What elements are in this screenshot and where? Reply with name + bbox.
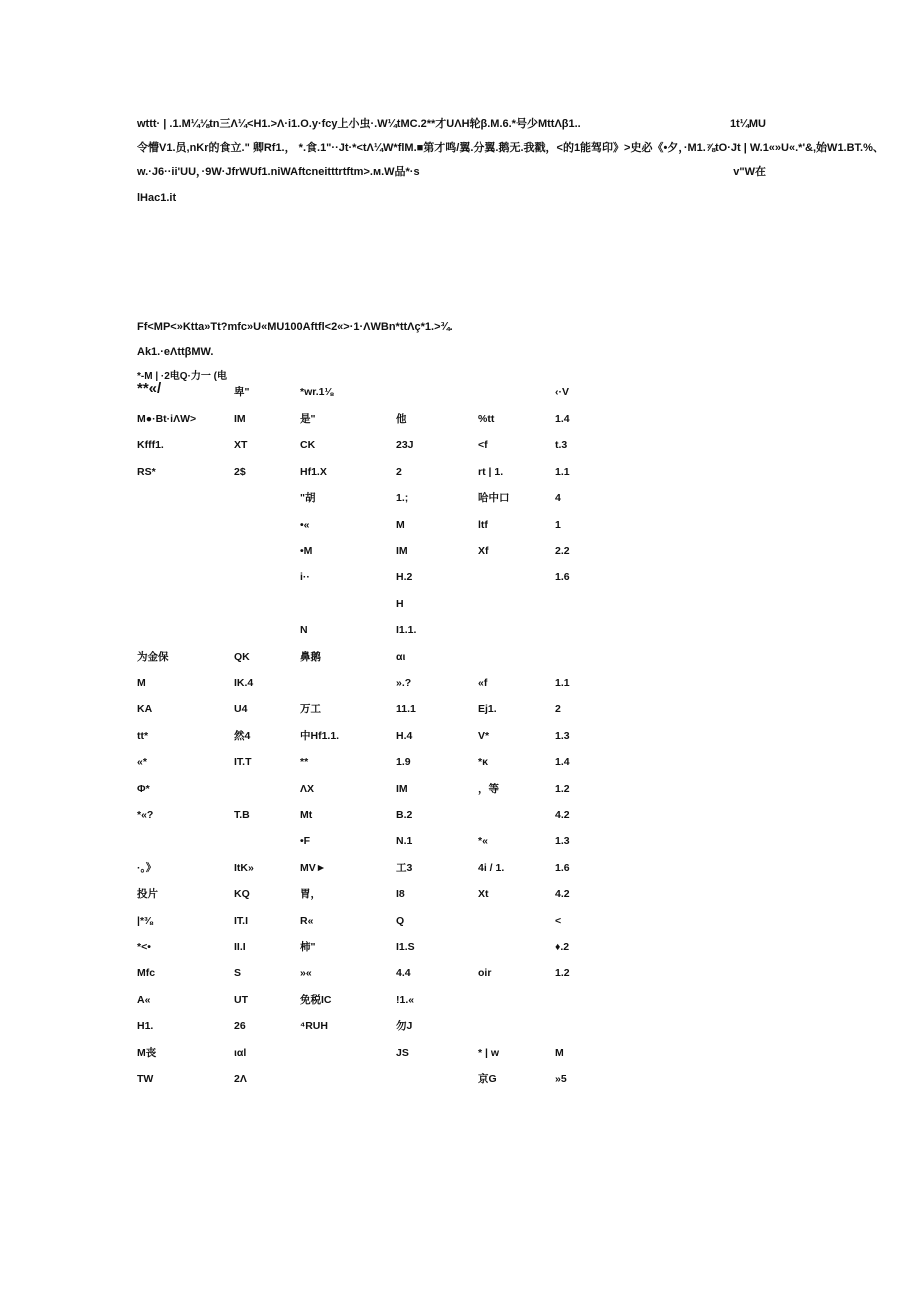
table-cell: 4.4: [396, 967, 411, 979]
table-cell: U4: [234, 703, 248, 715]
table-cell: 京G: [478, 1073, 497, 1085]
table-cell: tt*: [137, 730, 149, 742]
table-cell: ΛX: [300, 783, 315, 795]
table-cell: Xt: [478, 888, 489, 900]
table-cell: ⁴RUH: [300, 1020, 328, 1032]
table-cell: "胡: [300, 492, 316, 504]
table-row: [137, 676, 597, 690]
table-cell: 1.6: [555, 571, 570, 583]
table-cell: 1.;: [396, 492, 409, 504]
table-cell: 胃，: [300, 888, 321, 900]
table-cell: MV►: [300, 862, 327, 874]
table-row: [137, 940, 597, 954]
table-row: [137, 518, 597, 532]
table-cell: IT.I: [234, 915, 249, 927]
table-cell: 哈中口: [478, 492, 510, 504]
table-cell: ltf: [478, 519, 488, 531]
table-cell: t.3: [555, 439, 568, 451]
table-cell: M: [555, 1047, 564, 1059]
table-cell: *wr.1⅛: [300, 386, 334, 398]
table-cell: 鼻鹅: [300, 651, 321, 663]
table-cell: rt | 1.: [478, 466, 504, 478]
table-cell: 1.2: [555, 967, 570, 979]
table-cell: ItK»: [234, 862, 254, 874]
paragraph-line-3-right: v"W在: [733, 166, 766, 178]
table-cell: 2: [555, 703, 561, 715]
table-cell: 2.2: [555, 545, 570, 557]
table-cell: A«: [137, 994, 151, 1006]
table-cell: 4.2: [555, 809, 570, 821]
paragraph-line-3: [137, 165, 766, 179]
table-row: [137, 729, 597, 743]
table-cell: •«: [300, 519, 310, 531]
table-cell: 是": [300, 413, 316, 425]
table-cell: XT: [234, 439, 248, 451]
table-cell: IM: [234, 413, 246, 425]
table-row: [137, 491, 597, 505]
table-cell: i··: [300, 571, 310, 583]
table-row: [137, 914, 597, 928]
table-cell: 勿J: [396, 1020, 413, 1032]
table-cell: R«: [300, 915, 314, 927]
section-heading: Ff<MP<»Ktta»Tt?mfc»U«MU100Aftfl<2«>·1·ΛWBn*ttΛç*1.>¾.: [137, 321, 453, 333]
table-row: [137, 1046, 597, 1060]
table-cell: 23J: [396, 439, 414, 451]
table-row: [137, 861, 597, 875]
table-row: [137, 544, 597, 558]
table-cell: II.I: [234, 941, 246, 953]
table-cell: 1.3: [555, 730, 570, 742]
table-cell: Φ*: [137, 783, 150, 795]
paragraph-line-3-text: w.·J6··ii'UU，·9W·JfrWUf1.niWAftcneitttrtftm>.м.W品*·s: [137, 166, 420, 178]
table-cell: IM: [396, 783, 408, 795]
table-cell: 万工: [300, 703, 321, 715]
table-cell: B.2: [396, 809, 413, 821]
table-cell: 1.9: [396, 756, 411, 768]
table-row: [137, 597, 597, 611]
table-cell: KQ: [234, 888, 250, 900]
table-cell: Mt: [300, 809, 313, 821]
paragraph-line-4-text: lHac1.it: [137, 192, 177, 204]
table-row: [137, 412, 597, 426]
table-cell: M●·Bt·iΛW>: [137, 413, 197, 425]
table-cell: CK: [300, 439, 316, 451]
paragraph-line-1: [137, 117, 766, 131]
paragraph-line-1-text: wttt· | .1.M¼⅛tn三Λ¼<H1.>Λ·i1.O.y·fcy上小虫·.W¼tMC.2**才UΛH轮β.M.6.*号少MttΛβ1..: [137, 118, 581, 130]
table-row: [137, 1019, 597, 1033]
table-cell: M丧: [137, 1047, 157, 1059]
table-row: [137, 570, 597, 584]
table-cell: 2Λ: [234, 1073, 247, 1085]
table-cell: 2: [396, 466, 402, 478]
table-cell: UT: [234, 994, 248, 1006]
table-cell: ιαl: [234, 1047, 247, 1059]
table-cell: 4.2: [555, 888, 570, 900]
table-cell: Mfc: [137, 967, 156, 979]
table-cell: M: [137, 677, 146, 689]
table-cell: ».?: [396, 677, 412, 689]
table-row: [137, 380, 597, 399]
table-cell: S: [234, 967, 242, 979]
paragraph-line-1-right: 1t¼MU: [729, 118, 766, 130]
table-cell: αι: [396, 651, 406, 663]
table-row: [137, 755, 597, 769]
table-cell: *«?: [137, 809, 154, 821]
table-cell: <: [555, 915, 562, 927]
table-cell: TW: [137, 1073, 154, 1085]
table-cell: V*: [478, 730, 490, 742]
table-cell: ♦.2: [555, 941, 570, 953]
paragraph-line-2-text: 令懵V1.员,nKr的食立." 卿Rf1.， *.食.1"··Jt·*<tΛ¼W*flM.■第才鸣/翼.分翼.鹅无.我戳，<的1能驾印》>史必《•夕，·M1.⅞tO·Jt | W.1«»U«.*'&,始W1.BT.%、: [137, 142, 884, 154]
table-cell: 1.4: [555, 756, 570, 768]
table-cell: »«: [300, 967, 312, 979]
table-cell: 11.1: [396, 703, 416, 715]
table-cell: 1.1: [555, 677, 570, 689]
table-cell: <f: [478, 439, 488, 451]
table-cell: »5: [555, 1073, 567, 1085]
table-cell: 柿": [300, 941, 316, 953]
table-cell: 4: [555, 492, 561, 504]
table-cell: 1.1: [555, 466, 570, 478]
table-cell: H.2: [396, 571, 413, 583]
table-row: [137, 650, 597, 664]
table-cell: IM: [396, 545, 408, 557]
table-cell: H: [396, 598, 404, 610]
table-cell: 他: [396, 413, 407, 425]
table-row: [137, 966, 597, 980]
table-cell: M: [396, 519, 405, 531]
table-cell: *«: [478, 835, 488, 847]
table-cell: ，等: [478, 783, 499, 795]
table-cell: I8: [396, 888, 405, 900]
table-row: [137, 782, 597, 796]
table-cell: ·。》: [137, 862, 157, 874]
table-cell: I1.S: [396, 941, 415, 953]
table-caption: *-M | ·2电Q·力一 (电: [137, 371, 228, 382]
table-cell: * | w: [478, 1047, 500, 1059]
table-row: [137, 438, 597, 452]
section-subheading: Ak1.·eΛttβMW.: [137, 346, 214, 358]
table-cell: RS*: [137, 466, 156, 478]
table-cell: «f: [478, 677, 488, 689]
table-cell: 工3: [396, 862, 413, 874]
table-cell: 免税IC: [300, 994, 332, 1006]
table-cell: 然4: [234, 730, 251, 742]
table-cell: KA: [137, 703, 153, 715]
table-cell: IT.T: [234, 756, 252, 768]
table-row: [137, 465, 597, 479]
table-cell: I1.1.: [396, 624, 417, 636]
table-cell: 1.6: [555, 862, 570, 874]
table-cell: Q: [396, 915, 405, 927]
table-cell: N: [300, 624, 308, 636]
table-cell: 1.3: [555, 835, 570, 847]
table-row: [137, 1072, 597, 1086]
table-cell: T.B: [234, 809, 250, 821]
paragraph-line-4: [137, 191, 766, 205]
table-cell: 为金保: [137, 651, 169, 663]
table-cell: 2$: [234, 466, 246, 478]
table-cell: 1: [555, 519, 561, 531]
table-cell: 4i / 1.: [478, 862, 505, 874]
table-cell: 投片: [137, 888, 158, 900]
paragraph-line-2: [137, 141, 884, 155]
table-cell: Xf: [478, 545, 489, 557]
table-cell: 卑": [234, 386, 250, 398]
table-cell: *κ: [478, 756, 488, 768]
table-cell: 中Hf1.1.: [300, 730, 340, 742]
table-cell: Ej1.: [478, 703, 497, 715]
table-cell: QK: [234, 651, 250, 663]
table-cell: oir: [478, 967, 492, 979]
table-cell: N.1: [396, 835, 413, 847]
table-cell: |*⅜: [137, 915, 153, 927]
table-cell: H1.: [137, 1020, 154, 1032]
table-cell: **«/: [137, 380, 162, 397]
table-cell: •M: [300, 545, 313, 557]
table-cell: Hf1.X: [300, 466, 327, 478]
table-row: [137, 808, 597, 822]
table-cell: «*: [137, 756, 147, 768]
table-cell: %tt: [478, 413, 495, 425]
table-cell: H.4: [396, 730, 413, 742]
table-cell: *<•: [137, 941, 151, 953]
table-cell: Kfff1.: [137, 439, 164, 451]
table-row: [137, 834, 597, 848]
table-row: [137, 623, 597, 637]
table-row: [137, 993, 597, 1007]
table-row: [137, 887, 597, 901]
table-cell: JS: [396, 1047, 409, 1059]
table-cell: ‹·V: [555, 386, 569, 398]
table-cell: 1.4: [555, 413, 570, 425]
table-cell: 1.2: [555, 783, 570, 795]
table-cell: 26: [234, 1020, 246, 1032]
table-cell: **: [300, 756, 309, 768]
table-cell: IK.4: [234, 677, 254, 689]
table-row: [137, 702, 597, 716]
table-cell: •F: [300, 835, 311, 847]
table-cell: !1.«: [396, 994, 415, 1006]
